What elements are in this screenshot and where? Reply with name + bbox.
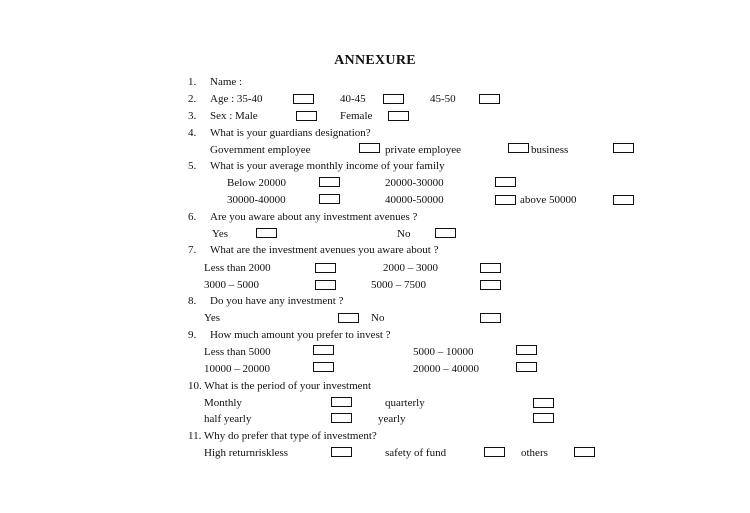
- q5-option-label: Below 20000: [227, 177, 286, 189]
- q10-option-label: quarterly: [385, 397, 425, 409]
- q9-option-label: 20000 – 40000: [413, 363, 479, 375]
- q7-option-label: 3000 – 5000: [204, 279, 259, 291]
- q11-option-label: safety of fund: [385, 447, 447, 459]
- period-monthly-checkbox[interactable]: [331, 397, 352, 407]
- q2-option-label: 45-50: [430, 93, 456, 105]
- amount-20000-40000-checkbox[interactable]: [516, 362, 537, 372]
- q8-text: Do you have any investment ?: [210, 295, 344, 307]
- investment-yes-checkbox[interactable]: [338, 313, 359, 323]
- income-30000-40000-checkbox[interactable]: [319, 194, 340, 204]
- q11-text: 11. Why do prefer that type of investment?: [188, 430, 377, 442]
- q10-option-label: half yearly: [204, 413, 252, 425]
- q11-option-label: others: [521, 447, 548, 459]
- q1-text: Name :: [210, 76, 243, 88]
- q3-option-label: Female: [340, 110, 373, 122]
- q5-number: 5.: [188, 160, 197, 172]
- q6-option-label: No: [397, 228, 411, 240]
- q4-option-label: Government employee: [210, 144, 311, 156]
- q1-number: 1.: [188, 76, 197, 88]
- q5-option-label: 40000-50000: [385, 194, 444, 206]
- q7-option-label: Less than 2000: [204, 262, 271, 274]
- q3-number: 3.: [188, 110, 197, 122]
- private-employee-checkbox[interactable]: [508, 143, 529, 153]
- aware-yes-checkbox[interactable]: [256, 228, 277, 238]
- sex-female-checkbox[interactable]: [388, 111, 409, 121]
- age-35-40-checkbox[interactable]: [293, 94, 314, 104]
- government-employee-checkbox[interactable]: [359, 143, 380, 153]
- investment-no-checkbox[interactable]: [480, 313, 501, 323]
- period-yearly-checkbox[interactable]: [533, 413, 554, 423]
- aware-no-checkbox[interactable]: [435, 228, 456, 238]
- sex-male-checkbox[interactable]: [296, 111, 317, 121]
- q7-option-label: 5000 – 7500: [371, 279, 426, 291]
- q4-option-label: business: [531, 144, 569, 156]
- q2-text: Age : 35-40: [210, 93, 263, 105]
- q6-number: 6.: [188, 211, 197, 223]
- q5-text: What is your average monthly income of your family: [210, 160, 445, 172]
- amount-10000-20000-checkbox[interactable]: [313, 362, 334, 372]
- amount-5000-10000-checkbox[interactable]: [516, 345, 537, 355]
- amount-less-than-5000-checkbox[interactable]: [313, 345, 334, 355]
- q10-option-label: yearly: [378, 413, 406, 425]
- q8-option-label: Yes: [204, 312, 221, 324]
- income-20000-30000-checkbox[interactable]: [495, 177, 516, 187]
- reason-safety-of-fund-checkbox[interactable]: [484, 447, 505, 457]
- q7-option-label: 2000 – 3000: [383, 262, 438, 274]
- business-checkbox[interactable]: [613, 143, 634, 153]
- q9-text: How much amount you prefer to invest ?: [210, 329, 391, 341]
- q8-number: 8.: [188, 295, 197, 307]
- q5-option-label: 30000-40000: [227, 194, 286, 206]
- income-40000-50000-checkbox[interactable]: [495, 195, 516, 205]
- q6-text: Are you aware about any investment avenues ?: [210, 211, 418, 223]
- q2-option-label: 40-45: [340, 93, 366, 105]
- q9-option-label: 5000 – 10000: [413, 346, 474, 358]
- reason-high-return-checkbox[interactable]: [331, 447, 352, 457]
- q4-number: 4.: [188, 127, 197, 139]
- q9-number: 9.: [188, 329, 197, 341]
- q9-option-label: Less than 5000: [204, 346, 271, 358]
- q8-option-label: No: [371, 312, 385, 324]
- page-title: ANNEXURE: [334, 53, 416, 68]
- q9-option-label: 10000 – 20000: [204, 363, 270, 375]
- q10-option-label: Monthly: [204, 397, 242, 409]
- q4-option-label: private employee: [385, 144, 462, 156]
- q10-text: 10. What is the period of your investment: [188, 380, 372, 392]
- income-below-20000-checkbox[interactable]: [319, 177, 340, 187]
- q7-number: 7.: [188, 244, 197, 256]
- avenue-less-than-2000-checkbox[interactable]: [315, 263, 336, 273]
- age-40-45-checkbox[interactable]: [383, 94, 404, 104]
- reason-others-checkbox[interactable]: [574, 447, 595, 457]
- q7-text: What are the investment avenues you aware about ?: [210, 244, 439, 256]
- q11-option-label: High returnriskless: [204, 447, 289, 459]
- q2-number: 2.: [188, 93, 197, 105]
- q3-text: Sex : Male: [210, 110, 258, 122]
- q6-option-label: Yes: [212, 228, 229, 240]
- avenue-5000-7500-checkbox[interactable]: [480, 280, 501, 290]
- age-45-50-checkbox[interactable]: [479, 94, 500, 104]
- q5-option-label: 20000-30000: [385, 177, 444, 189]
- period-half-yearly-checkbox[interactable]: [331, 413, 352, 423]
- income-above-50000-checkbox[interactable]: [613, 195, 634, 205]
- avenue-3000-5000-checkbox[interactable]: [315, 280, 336, 290]
- q4-text: What is your guardians designation?: [210, 127, 371, 139]
- period-quarterly-checkbox[interactable]: [533, 398, 554, 408]
- q5-option-label: above 50000: [520, 194, 577, 206]
- avenue-2000-3000-checkbox[interactable]: [480, 263, 501, 273]
